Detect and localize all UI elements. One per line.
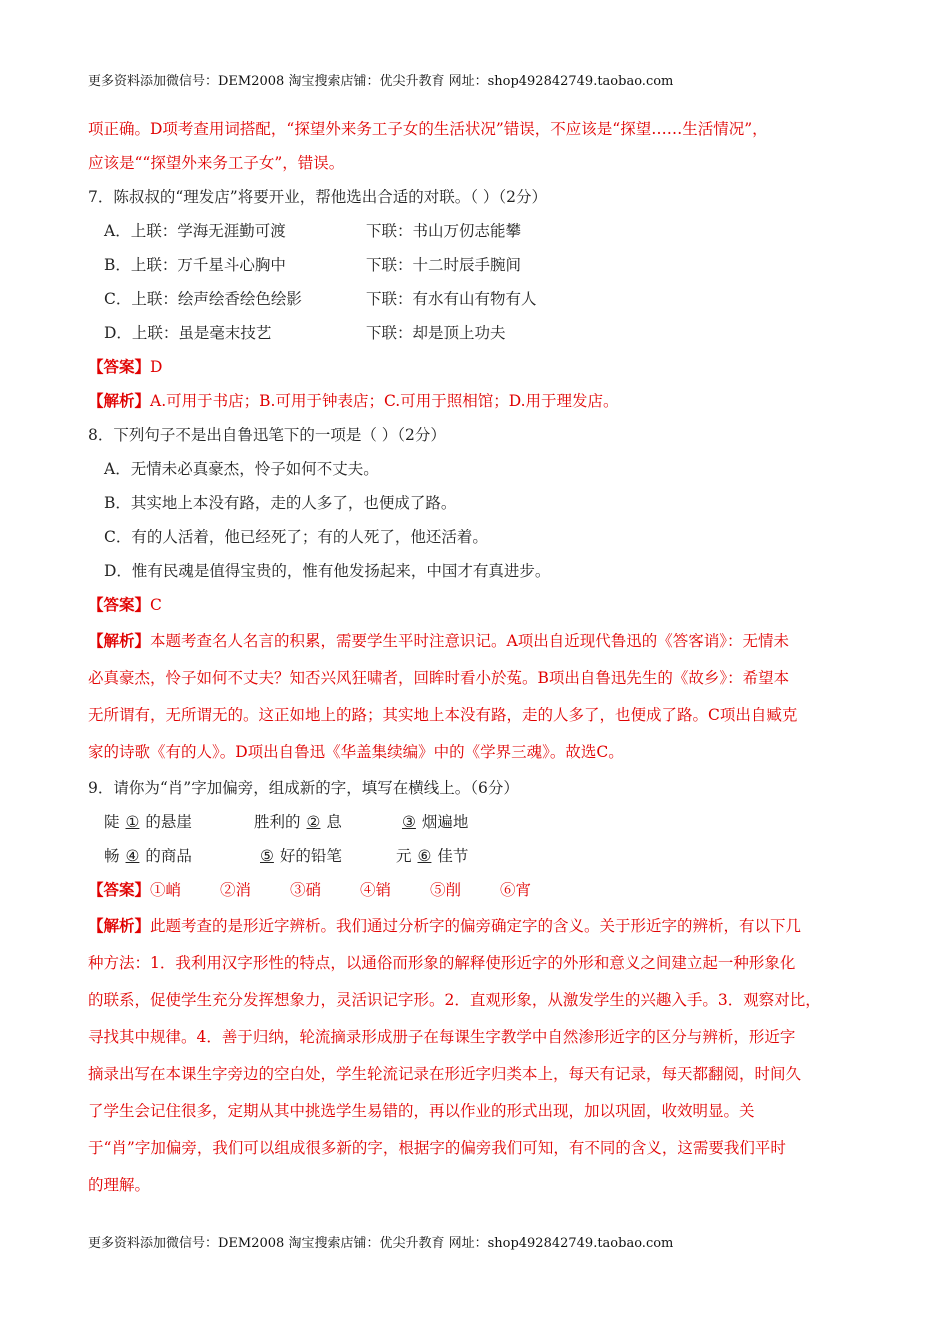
q9-blank-1: ①: [125, 813, 140, 831]
q7-option-a-left: A．上联：学海无涯勤可渡: [104, 222, 286, 240]
q9-analysis-line-1: [88, 907, 878, 945]
q9-analysis-line-3: 的联系，促使学生充分发挥想象力，灵活识记字形。2．直观形象，从激发学生的兴趣入手。3．观察对比，: [88, 991, 821, 1009]
q7-option-b-left: B．上联：万千星斗心胸中: [104, 256, 286, 274]
q9-fill-6-post: 佳节: [437, 847, 469, 865]
q7-option-c-right: 下联：有水有山有物有人: [366, 290, 537, 308]
q7-stem: 7．陈叔叔的“理发店”将要开业，帮他选出合适的对联。（ ）（2分）: [88, 188, 548, 206]
q9-analysis-text-1: 此题考查的是形近字辨析。我们通过分析字的偏旁确定字的含义。关于形近字的辨析，有以下几: [150, 917, 802, 935]
q9-analysis-line-4: 寻找其中规律。4．善于归纳，轮流摘录形成册子在每课生字教学中自然渗形近字的区分与辨析，形近字: [88, 1028, 796, 1046]
q7-option-d: [88, 316, 878, 350]
q9-fill-5: [254, 839, 396, 873]
intro-line-1: 项正确。D项考查用词搭配，“探望外来务工子女的生活状况”错误，不应该是“探望……生活情况”，: [88, 120, 768, 138]
q9-analysis-line-7: 于“肖”字加偏旁，我们可以组成很多新的字，根据字的偏旁我们可知，有不同的含义，这需要我们平时: [88, 1139, 786, 1157]
q9-analysis-tag: 【解析】: [88, 916, 151, 935]
q7-option-a: [88, 214, 878, 248]
q7-option-c-left: C．上联：绘声绘香绘色绘影: [104, 290, 302, 308]
q7-option-d-left: D．上联：虽是毫末技艺: [104, 324, 272, 342]
q7-answer-tag: 【答案】: [88, 357, 151, 376]
q7-option-d-right: 下联：却是顶上功夫: [366, 324, 506, 342]
q9-answer-4: ④销: [360, 881, 392, 899]
q9-blank-3: ③: [402, 813, 416, 831]
q9-answer-6: ⑥宵: [500, 881, 532, 899]
page-content: [88, 112, 878, 1204]
q8-answer-tag: 【答案】: [88, 595, 151, 614]
q9-answer: [88, 873, 878, 907]
q9-analysis-line-5: 摘录出写在本课生字旁边的空白处，学生轮流记录在形近字归类本上，每天有记录，每天都翻阅，时间久: [88, 1065, 802, 1083]
q7-answer-value: D: [150, 358, 163, 376]
q9-fill-2-pre: 胜利的: [254, 813, 301, 831]
q9-answer-tag: 【答案】: [88, 880, 151, 899]
q7-analysis-tag: 【解析】: [88, 391, 151, 410]
q9-answer-1: ①峭: [150, 881, 182, 899]
q9-fill-1-pre: 陡: [104, 813, 120, 831]
q9-analysis-line-6: 了学生会记住很多，定期从其中挑选学生易错的，再以作业的形式出现，加以巩固，收效明显。关: [88, 1102, 755, 1120]
q9-analysis-line-8: 的理解。: [88, 1176, 151, 1194]
q9-blank-2: ②: [306, 813, 321, 831]
q9-fill-4-pre: 畅: [104, 847, 120, 865]
q9-fill-3-post: 烟遍地: [421, 813, 469, 831]
q9-fill-1-post: 的悬崖: [145, 813, 192, 831]
q9-stem: 9．请你为“肖”字加偏旁，组成新的字，填写在横线上。（6分）: [88, 779, 519, 797]
intro-line-2: 应该是““探望外来务工子女”，错误。: [88, 154, 345, 172]
q9-fill-6: [396, 839, 468, 873]
q8-option-b: B．其实地上本没有路，走的人多了，也便成了路。: [104, 494, 457, 512]
q8-answer: [88, 588, 878, 622]
q7-option-c: [88, 282, 878, 316]
q9-fill-4-post: 的商品: [145, 847, 192, 865]
q9-fill-2-post: 息: [326, 813, 342, 831]
q7-option-a-right: 下联：书山万仞志能攀: [366, 222, 522, 240]
q8-option-a: A．无情未必真豪杰，怜子如何不丈夫。: [104, 460, 379, 478]
q9-answer-2: ②消: [220, 881, 252, 899]
q9-blank-4: ④: [125, 847, 140, 865]
q9-fill-3: [396, 805, 468, 839]
page-header: 更多资料添加微信号：DEM2008 淘宝搜索店铺：优尖升教育 网址：shop492842749.taobao.com: [88, 74, 674, 89]
q7-analysis-text: A.可用于书店；B.可用于钟表店；C.可用于照相馆；D.用于理发店。: [150, 392, 619, 410]
q8-analysis-tag: 【解析】: [88, 631, 151, 650]
q8-option-c: C．有的人活着，他已经死了；有的人死了，他还活着。: [104, 528, 488, 546]
q8-analysis-line-3: 无所谓有，无所谓无的。这正如地上的路；其实地上本没有路，走的人多了，也便成了路。C项出自臧克: [88, 706, 798, 724]
q8-analysis-line-2: 必真豪杰，怜子如何不丈夫？知否兴风狂啸者，回眸时看小於菟。B项出自鲁迅先生的《故乡》：希望本: [88, 669, 790, 687]
q8-stem: 8．下列句子不是出自鲁迅笔下的一项是（ ）（2分）: [88, 426, 446, 444]
q7-answer: [88, 350, 878, 384]
q8-answer-value: C: [150, 596, 162, 614]
page-footer: 更多资料添加微信号：DEM2008 淘宝搜索店铺：优尖升教育 网址：shop492842749.taobao.com: [88, 1236, 674, 1251]
q9-fill-1: [104, 805, 254, 839]
q7-option-b-right: 下联：十二时辰手腕间: [366, 256, 522, 274]
q9-blank-6: ⑥: [417, 847, 432, 865]
q9-fill-row-2: [88, 839, 878, 873]
q9-answer-3: ③硝: [290, 881, 322, 899]
q9-fill-row-1: [88, 805, 878, 839]
q9-answer-5: ⑤削: [430, 881, 462, 899]
q9-fill-2: [254, 805, 396, 839]
q9-blank-5: ⑤: [260, 847, 274, 865]
q9-fill-5-post: 好的铅笔: [279, 847, 342, 865]
q9-fill-6-pre: 元: [396, 847, 412, 865]
q8-analysis-text-1: 本题考查名人名言的积累，需要学生平时注意识记。A项出自近现代鲁迅的《答客诮》：无情未: [150, 632, 789, 650]
q8-option-d: D．惟有民魂是值得宝贵的，惟有他发扬起来，中国才有真进步。: [104, 562, 551, 580]
q7-analysis: [88, 384, 878, 418]
q9-analysis-line-2: 种方法：1．我利用汉字形性的特点，以通俗而形象的解释使形近字的外形和意义之间建立起一种形象化: [88, 954, 796, 972]
q8-analysis-line-1: [88, 622, 878, 660]
q9-fill-4: [104, 839, 254, 873]
q7-option-b: [88, 248, 878, 282]
q8-analysis-line-4: 家的诗歌《有的人》。D项出自鲁迅《华盖集续编》中的《学界三魂》。故选C。: [88, 743, 624, 761]
